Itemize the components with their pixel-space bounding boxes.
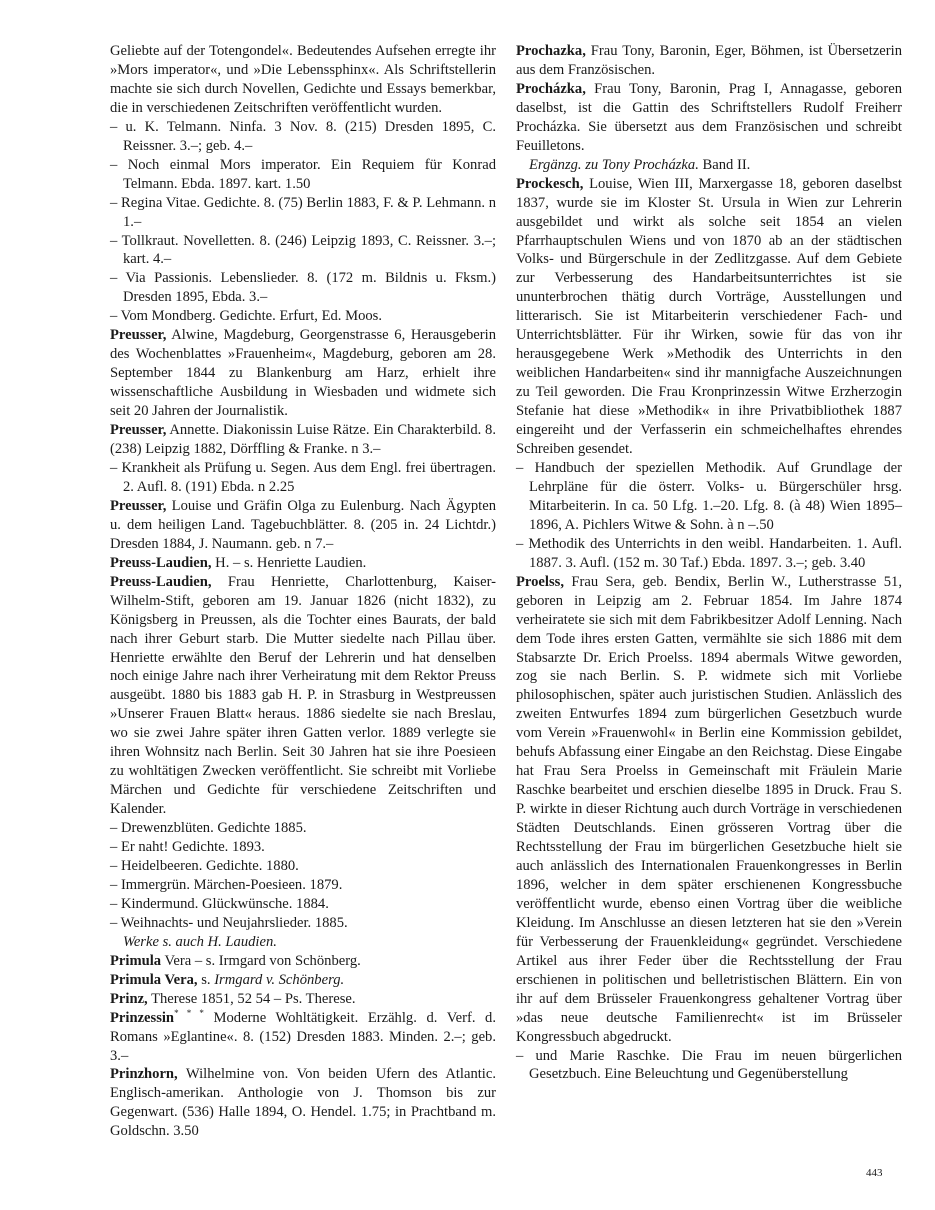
work-list-item — [110, 269, 496, 307]
entry-headword: Proelss, — [516, 573, 564, 590]
work-list-item — [110, 156, 496, 194]
entry-text: Frau Henriette, Charlottenburg, Kaiser-Wilhelm-Stift, geboren am 19. Januar 1826 (nicht 1832), zu Königsberg in Preussen, als die Tochter eines Baurats, der bald nach ihrer Geburt starb. Die Mutter siedelte nach Pillau über. Henriette erwählte den Beruf der Lehrerin und hat denselben noch einige Jahre nach ihrer Verheiratung mit dem Rektor Preuss ausgeübt. 1880 bis 1883 gab H. P. in Strasburg in Westpreussen »Unserer Frauen Blatt« heraus. 1886 siedelte sie nach Breslau, wo sie zwei Jahre später ihren Gatten verlor. 1889 verlegte sie ihren Wohnsitz nach Berlin. Seit 30 Jahren hat sie ihre Poesieen zu wohltätigen Zwecken veröffentlicht. Sie schreibt mit Vorliebe Märchen und Gedichte für verschiedene Zeitschriften und Kalender. — [110, 573, 496, 818]
work-list-item — [110, 914, 496, 933]
entry-headword: Prochazka, — [516, 43, 586, 59]
dictionary-entry — [110, 421, 496, 459]
supplement-note-text: Band II. — [698, 156, 751, 173]
work-title: – und Marie Raschke. Die Frau im neuen bürgerlichen Gesetzbuch. Eine Beleuchtung und Gegenüberstellung — [516, 1047, 902, 1083]
dictionary-entry — [110, 326, 496, 421]
dictionary-entry — [110, 1065, 496, 1141]
supplement-note-italic: Ergänzg. zu Tony Procházka. — [529, 156, 699, 173]
work-list-item — [110, 118, 496, 156]
entry-headword: Procházka, — [516, 80, 586, 97]
work-title: – Heidelbeeren. Gedichte. 1880. — [110, 857, 299, 874]
entry-headword: Preusser, — [110, 327, 167, 344]
right-column — [516, 42, 902, 1084]
entry-headword: Preuss-Laudien, — [110, 554, 212, 571]
entry-text: Frau Tony, Baronin, Prag I, Annagasse, geboren daselbst, ist die Gattin des Schriftstellers Rudolf Freiherr Procházka. Sie übersetzt aus dem Französischen und schreibt Feuilletons. — [516, 80, 902, 154]
work-title: – Drewenzblüten. Gedichte 1885. — [110, 820, 307, 837]
dictionary-entry — [110, 952, 496, 971]
entry-headword: Prockesch, — [516, 175, 584, 192]
work-list-item — [110, 232, 496, 270]
dictionary-entry — [110, 971, 496, 990]
entry-text: Therese 1851, 52 54 – Ps. Therese. — [147, 990, 356, 1007]
entry-text: s. — [197, 971, 215, 988]
dictionary-entry — [110, 497, 496, 554]
work-title: – Weihnachts- und Neujahrslieder. 1885. — [110, 914, 348, 931]
dictionary-entry — [110, 990, 496, 1009]
work-list-item — [516, 1047, 902, 1085]
entry-text: Vera – s. Irmgard von Schönberg. — [161, 952, 361, 969]
entry-headword: Prinz, — [110, 990, 148, 1007]
work-list-item — [110, 307, 496, 326]
entry-text: Alwine, Magdeburg, Georgenstrasse 6, Herausgeberin des Wochenblattes »Frauenheim«, Magdeburg, geboren am 28. September 1844 zu Blankenburg am Harz, erhielt ihre wissenschaftliche Ausbildung in Wiesbaden und widmete sich seit 20 Jahren der Journalistik. — [110, 327, 496, 420]
asterism-mark: * * * — [174, 1007, 204, 1018]
entry-text: Wilhelmine von. Von beiden Ufern des Atlantic. Englisch-amerikan. Anthologie von J. Thomson bis zur Gegenwart. (536) Halle 1894, O. Hendel. 1.75; in Prachtband m. Goldschn. 3.50 — [110, 1066, 496, 1140]
paragraph — [110, 42, 496, 118]
entry-text: Annette. Diakonissin Luise Rätze. Ein Charakterbild. 8. (238) Leipzig 1882, Dörffling & Franke. n 3.– — [110, 422, 496, 458]
paragraph-text: Geliebte auf der Totengondel«. Bedeutendes Aufsehen erregte ihr »Mors imperator«, und »Die Lebenssphinx«. Als Schriftstellerin machte sie sich durch Novellen, Gedichte und Essays bemerkbar, die in verschiedenen Zeitschriften veröffentlicht wurden. — [110, 43, 496, 116]
work-list-item — [110, 876, 496, 895]
entry-headword: Preusser, — [110, 422, 167, 439]
entry-headword: Primula Vera, — [110, 971, 198, 988]
entry-text: Frau Tony, Baronin, Eger, Böhmen, ist Übersetzerin aus dem Französischen. — [516, 43, 902, 78]
work-title: – Noch einmal Mors imperator. Ein Requiem für Konrad Telmann. Ebda. 1897. kart. 1.50 — [110, 156, 496, 192]
work-title: – Kindermund. Glückwünsche. 1884. — [110, 895, 329, 912]
dictionary-entry — [516, 42, 902, 80]
entry-headword: Preusser, — [110, 497, 167, 514]
cross-reference-text: Werke s. auch H. Laudien. — [123, 933, 277, 950]
work-list-item — [110, 459, 496, 497]
cross-reference — [110, 933, 496, 952]
work-list-item — [516, 535, 902, 573]
work-title: – u. K. Telmann. Ninfa. 3 Nov. 8. (215) Dresden 1895, C. Reissner. 3.–; geb. 4.– — [110, 118, 496, 154]
entry-headword: Primula — [110, 952, 162, 969]
entry-text: Louise und Gräfin Olga zu Eulenburg. Nach Ägypten u. dem heiligen Land. Tagebuchblätter. 8. (205 in. 24 Lichtdr.) Dresden 1884, J. Naumann. geb. n 7.– — [110, 497, 496, 552]
work-title: – Tollkraut. Novelletten. 8. (246) Leipzig 1893, C. Reissner. 3.–; kart. 4.– — [110, 232, 496, 268]
page-number: 443 — [866, 1167, 883, 1179]
dictionary-entry — [516, 573, 902, 1047]
entry-headword: Prinzhorn, — [110, 1066, 178, 1083]
work-list-item — [516, 459, 902, 535]
entry-headword: Preuss-Laudien, — [110, 573, 212, 590]
entry-text: Moderne Wohltätigkeit. Erzählg. d. Verf. d. Romans »Eglantine«. 8. (152) Dresden 1883. Minden. 2.–; geb. 3.– — [110, 1009, 497, 1064]
work-list-item — [110, 857, 496, 876]
dictionary-entry — [110, 1009, 496, 1066]
work-title: – Handbuch der speziellen Methodik. Auf Grundlage der Lehrpläne für die österr. Volks- u. Bürgerschüler hrsg. Mitarbeiterin. In ca. 50 Lfg. 1.–20. Lfg. 8. (à 48) Wien 1895–1896, A. Pichlers Witwe & Sohn. à n –.50 — [516, 459, 902, 533]
dictionary-entry — [516, 175, 902, 459]
entry-headword: Prinzessin — [110, 1009, 175, 1026]
work-title: – Via Passionis. Lebenslieder. 8. (172 m. Bildnis u. Fksm.) Dresden 1895, Ebda. 3.– — [110, 270, 496, 306]
dictionary-entry — [516, 80, 902, 156]
work-title: – Methodik des Unterrichts in den weibl. Handarbeiten. 1. Aufl. 1887. 3. Aufl. (152 m. 30 Taf.) Ebda. 1897. 3.–; geb. 3.40 — [516, 535, 902, 571]
work-title: – Vom Mondberg. Gedichte. Erfurt, Ed. Moos. — [110, 308, 382, 325]
work-list-item — [110, 838, 496, 857]
entry-text: Frau Sera, geb. Bendix, Berlin W., Lutherstrasse 51, geboren in Leipzig am 2. Februar 1854. Im Jahre 1874 verheiratete sie sich mit dem Fabrikbesitzer Adolf Lenning. Nach dem Tode ihres ersten Gatten, vermählte sie sich 1886 mit dem Stabsarzte Dr. Erich Proelss. 1894 abermals Witwe geworden, zog sie nach Berlin. S. P. widmete sich mit Vorliebe philosophischen, später auch juristischen Studien. Anlässlich des zweiten Entwurfes 1894 zum bürgerlichen Gesetzbuch wurde vom Verein »Frauenwohl« in Berlin eine Kommission gebildet, behufs Abfassung einer Eingabe an den Reichstag. Diese Eingabe hat Frau Sera Proelss in Gemeinschaft mit Fräulein Marie Raschke bearbeitet und erschien dieselbe 1895 in Druck. Frau S. P. wirkte in dieser Richtung auch durch Vorträge in verschiedenen Städten Deutschlands. Einen grösseren Vortrag über die Rechtsstellung der Frau im bürgerlichen Gesetzbuche hielt sie auch anlässlich des Internationalen Frauenkongresses in Berlin 1896, welcher in dem später erschienenen Kongressbuche veröffentlicht wurde, ebenso einen Vortrag über die weibliche Kleidung. Im Anschlusse an diesen letzteren hat sie den »Verein für Verbesserung der Frauenkleidung« gegründet. Verschiedene Artikel aus ihrer Feder über die Rechtsstellung der Frau erschienen in politischen und belletristischen Blättern. Ein von ihr auf dem Brüsseler Frauenkongress gehaltener Vortrag über »das neue deutsche Familienrecht« ist im Brüsseler Kongressbuch abgedruckt. — [516, 573, 902, 1045]
dictionary-entry — [110, 554, 496, 573]
work-list-item — [110, 194, 496, 232]
work-list-item — [110, 895, 496, 914]
dictionary-entry — [110, 573, 496, 819]
entry-text: H. – s. Henriette Laudien. — [211, 554, 367, 571]
entry-text: Louise, Wien III, Marxergasse 18, geboren daselbst 1837, wurde sie im Kloster St. Ursula in Wien zur Lehrerin ausgebildet und wirkt als solche seit 1854 an vielen Pfarrhauptschulen Wiens und von 1870 ab an der städtischen Volks- und Bürgerschule in der Zedlitzgasse. Auf dem Gebiete zur Verbesserung des Handarbeitsunterrichtes ist sie ununterbrochen thätig durch Vorträge, Ausstellungen und litterarisch. Sie ist Mitarbeiterin verschiedener Fach- und Unterrichtsblätter. Für ihr Wirken, sowie für das von ihr herausgegebene Werk »Methodik des Unterrichts in den weiblichen Handarbeiten« sind ihr mannigfache Auszeichnungen zu Teil geworden. Die Frau Kronprinzessin Witwe Erzherzogin Stefanie hat diese »Methodik« in ihre Privatbibliothek 1887 eingereiht und der Verfasserin ein schmeichelhaftes ehrendes Schreiben gesendet. — [516, 175, 902, 458]
supplement-note — [516, 156, 902, 175]
work-title: – Krankheit als Prüfung u. Segen. Aus dem Engl. frei übertragen. 2. Aufl. 8. (191) Ebda. n 2.25 — [110, 459, 496, 495]
entry-italic-reference: Irmgard v. Schönberg. — [214, 971, 345, 988]
work-title: – Er naht! Gedichte. 1893. — [110, 839, 265, 856]
left-column — [110, 42, 496, 1141]
work-title: – Regina Vitae. Gedichte. 8. (75) Berlin 1883, F. & P. Lehmann. n 1.– — [110, 194, 496, 230]
work-title: – Immergrün. Märchen-Poesieen. 1879. — [110, 876, 343, 893]
work-list-item — [110, 819, 496, 838]
